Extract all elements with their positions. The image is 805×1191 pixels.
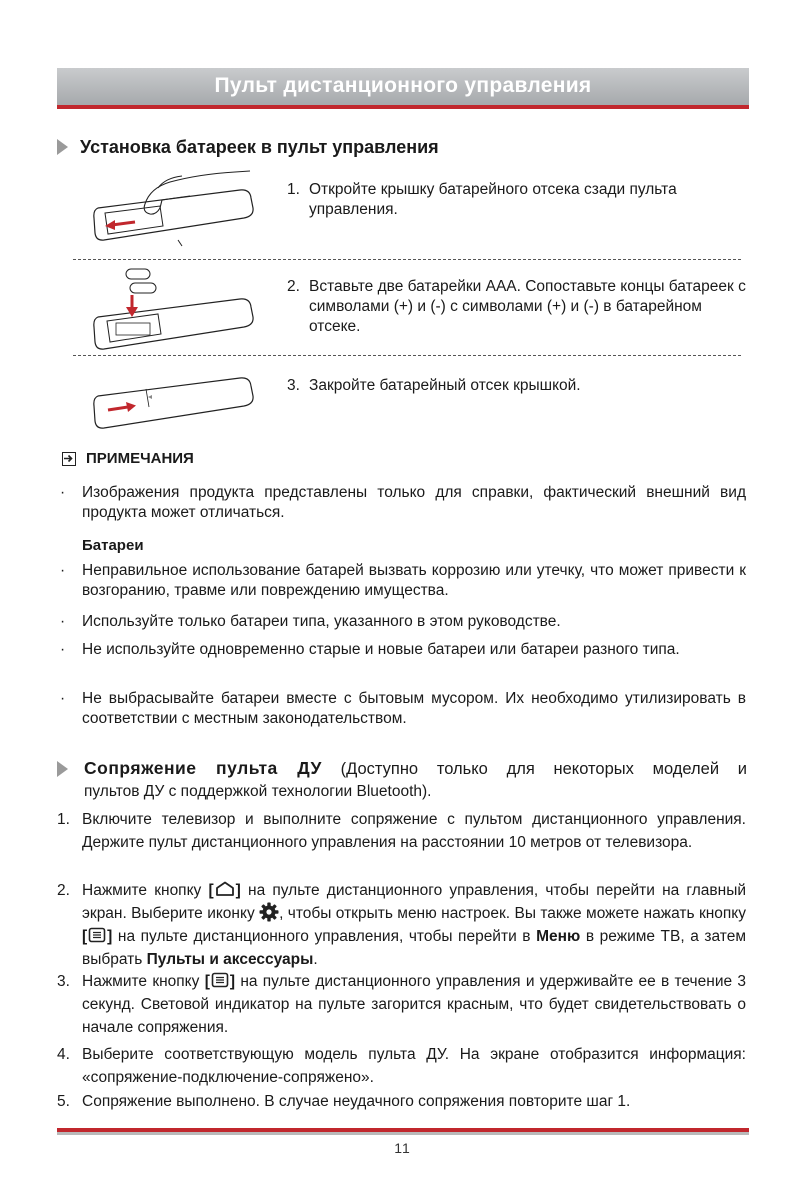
step-text: Выберите соответствующую модель пульта ДУ. На экране отобразится информация: «сопряжение-подключение-сопряжено». — [82, 1046, 746, 1086]
note-item: · Изображения продукта представлены только для справки, фактический внешний вид продукта может отличаться. — [82, 483, 746, 523]
step-number: 4. — [57, 1046, 70, 1063]
pairing-section-title: Сопряжение пульта ДУ — [84, 758, 322, 778]
remote-open-cover-illustration — [90, 168, 260, 248]
dashed-divider — [73, 355, 741, 356]
step-text: Сопряжение выполнено. В случае неудачного сопряжения повторите шаг 1. — [82, 1093, 631, 1110]
pairing-step-2 — [57, 879, 747, 971]
pairing-subtitle-cont: пультов ДУ с поддержкой технологии Bluetooth). — [84, 783, 432, 800]
step-text: Нажмите кнопку — [82, 973, 200, 990]
step-number: 1. — [287, 181, 300, 198]
bracket: [ — [208, 882, 214, 899]
notes-heading — [62, 450, 194, 467]
step-number: 2. — [57, 882, 70, 899]
install-section-title: Установка батареек в пульт управления — [80, 137, 439, 157]
step-text: на пульте дистанционного управления, чтобы перейти на главный экран. Выберите иконку — [82, 882, 747, 922]
install-step-2 — [287, 277, 749, 337]
bracket: [ — [82, 928, 88, 945]
home-icon — [214, 881, 236, 897]
menu-label: Меню — [536, 928, 581, 945]
step-text: в режиме ТВ, а затем выбрать — [82, 928, 747, 968]
triangle-bullet-icon — [57, 139, 68, 155]
note-item: · Используйте только батареи типа, указанного в этом руководстве. — [82, 612, 746, 632]
note-item: · Не используйте одновременно старые и новые батареи или батареи разного типа. — [82, 640, 746, 660]
menu-icon — [87, 927, 107, 943]
triangle-bullet-icon — [57, 761, 68, 777]
bracket: [ — [204, 973, 210, 990]
notes-title: ПРИМЕЧАНИЯ — [86, 450, 194, 467]
pairing-step-3 — [57, 970, 746, 1039]
page-header-bar — [57, 68, 749, 109]
pairing-step-5 — [57, 1090, 746, 1113]
page-number: 11 — [394, 1140, 411, 1156]
step-number: 3. — [287, 377, 300, 394]
bracket: ] — [107, 928, 113, 945]
pairing-step-1 — [57, 808, 746, 854]
install-step-3 — [287, 376, 749, 396]
bracket: ] — [235, 882, 241, 899]
step-number: 1. — [57, 811, 70, 828]
install-step-1 — [287, 180, 749, 220]
pairing-heading-line — [84, 757, 747, 780]
pairing-step-4 — [57, 1043, 746, 1089]
pairing-subtitle: (Доступно только для некоторых моделей и — [340, 760, 747, 778]
install-section-heading — [57, 137, 439, 158]
step-number: 5. — [57, 1093, 70, 1110]
gear-icon — [259, 902, 279, 922]
bracket: ] — [229, 973, 236, 990]
batteries-subheading: Батареи — [82, 537, 144, 554]
step-text: на пульте дистанционного управления и удерживайте ее в течение 3 секунд. Световой индикатор на пульте загорится красным, что будет свидетельствовать о начале сопряжения. — [82, 973, 746, 1036]
remote-close-cover-illustration — [90, 370, 260, 430]
page-title: Пульт дистанционного управления — [214, 74, 592, 97]
step-text: Включите телевизор и выполните сопряжение с пультом дистанционного управления. Держите пульт дистанционного управления на расстоянии 10 метров от телевизора. — [82, 811, 746, 851]
note-item: · Не выбрасывайте батареи вместе с бытовым мусором. Их необходимо утилизировать в соответствии с местным законодательством. — [82, 689, 746, 729]
step-text: Нажмите кнопку — [82, 882, 202, 899]
dashed-divider — [73, 259, 741, 260]
step-text: Откройте крышку батарейного отсека сзади пульта управления. — [309, 181, 677, 218]
step-number: 3. — [57, 973, 70, 990]
accessories-label: Пульты и аксессуары — [146, 951, 314, 968]
note-icon — [62, 452, 76, 466]
remote-insert-batteries-illustration — [90, 265, 260, 353]
menu-icon — [210, 972, 230, 988]
step-text: на пульте дистанционного управления, чтобы перейти в — [117, 928, 531, 945]
note-item: · Неправильное использование батарей вызвать коррозию или утечку, что может привести к возгоранию, травме или повреждению имущества. — [82, 561, 746, 601]
step-text: . — [313, 951, 318, 968]
step-text: , чтобы открыть меню настроек. Вы также можете нажать кнопку — [279, 905, 747, 922]
footer-shadow — [57, 1132, 749, 1135]
step-number: 2. — [287, 278, 300, 295]
step-text: Закройте батарейный отсек крышкой. — [309, 377, 581, 394]
step-text: Вставьте две батарейки AAA. Сопоставьте концы батареек с символами (+) и (-) с символами (+) и (-) в батарейном отсеке. — [309, 278, 746, 335]
